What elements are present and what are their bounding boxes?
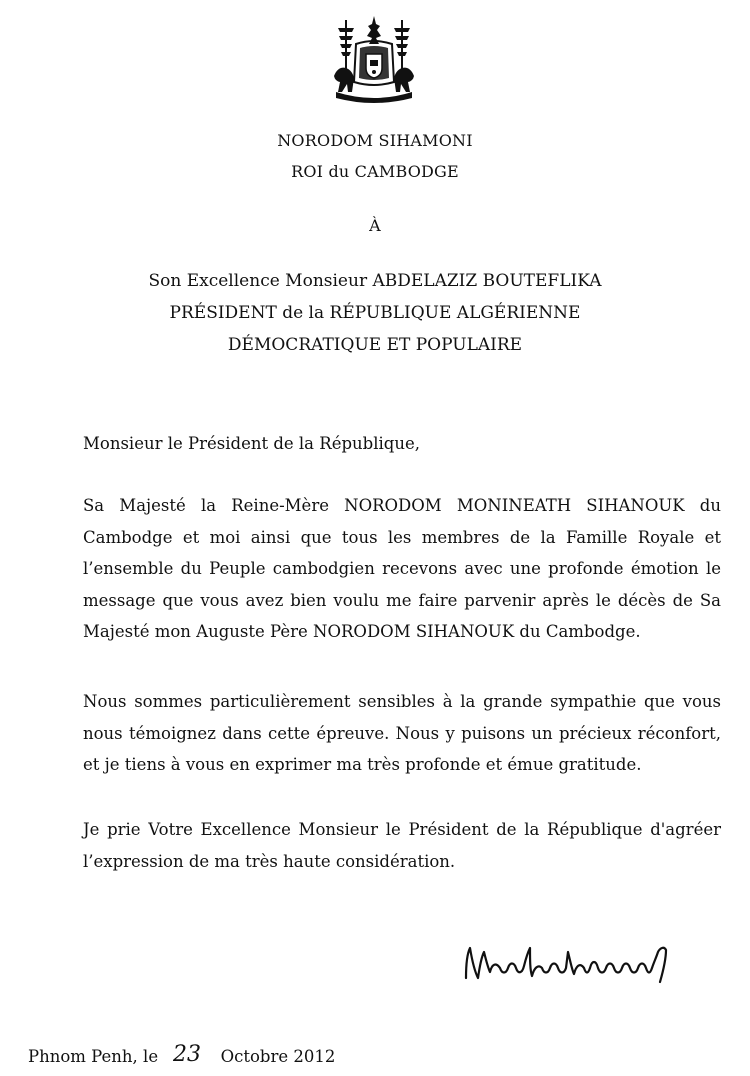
date-day-handwritten	[169, 1040, 209, 1066]
royal-coat-of-arms-icon	[328, 14, 420, 106]
paragraph-1: Sa Majesté la Reine-Mère NORODOM MONINEATH SIHANOUK du Cambodge et moi ainsi que tous les membres de la Famille Royale et l’ensemble du Peuple cambodgien recevons avec une profonde émotion le message que vous avez bien voulu me faire parvenir après le décès de Sa Majesté mon Auguste Père NORODOM SIHANOUK du Cambodge.	[83, 496, 721, 641]
sender-title: ROI du CAMBODGE	[291, 162, 459, 181]
date-place: Phnom Penh, le	[28, 1047, 159, 1066]
paragraph-3: Je prie Votre Excellence Monsieur le Président de la République d'agréer l’expression de ma très haute considération.	[83, 820, 721, 871]
addressee-line-1: Son Excellence Monsieur ABDELAZIZ BOUTEFLIKA	[148, 271, 602, 291]
svg-text:23: 23	[173, 1042, 202, 1066]
sender-name: NORODOM SIHAMONI	[277, 131, 473, 150]
handwritten-signature	[460, 938, 680, 992]
addressee-line-3: DÉMOCRATIQUE ET POPULAIRE	[227, 335, 523, 355]
date-month-year: Octobre 2012	[220, 1047, 336, 1066]
paragraph-2: Nous sommes particulièrement sensibles à la grande sympathie que vous nous témoignez dans cette épreuve. Nous y puisons un précieux réconfort, et je tiens à vous en exprimer ma très profonde et émue gratitude.	[83, 692, 721, 774]
to-marker: À	[369, 216, 381, 235]
addressee-line-2: PRÉSIDENT de la RÉPUBLIQUE ALGÉRIENNE	[169, 303, 581, 323]
date-line	[28, 1040, 335, 1066]
salutation: Monsieur le Président de la République,	[83, 434, 420, 453]
